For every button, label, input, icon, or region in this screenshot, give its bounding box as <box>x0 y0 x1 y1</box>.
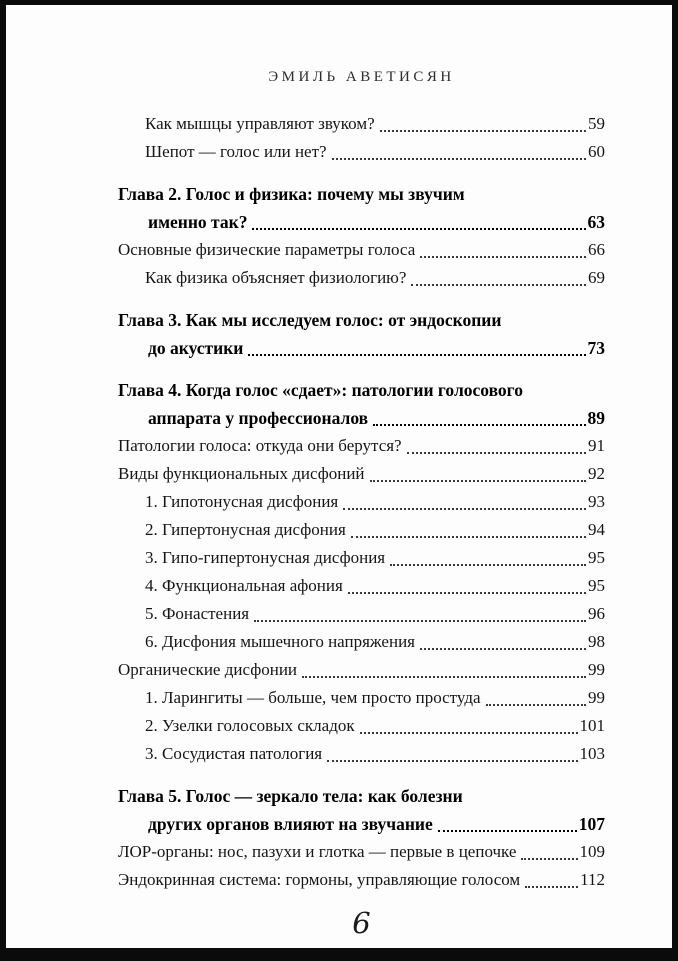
toc-entry-line <box>118 866 605 894</box>
toc-entry[interactable] <box>118 600 605 628</box>
toc-entry-line <box>118 656 605 684</box>
toc-page-number: 99 <box>588 688 605 707</box>
toc-page-number: 112 <box>580 870 605 889</box>
toc-page-number: 73 <box>587 338 605 358</box>
toc-entry-text: 5. Фонастения <box>145 604 250 623</box>
toc-entry[interactable] <box>118 684 605 712</box>
toc-entry-line <box>118 712 605 740</box>
toc-entry-line <box>118 516 605 544</box>
toc-entry[interactable] <box>118 628 605 656</box>
toc-entry-text: аппарата у профессионалов <box>148 408 369 428</box>
toc-entry-text: Глава 4. Когда голос «сдает»: патологии голосового <box>118 380 523 400</box>
toc-entry-text: Шепот — голос или нет? <box>145 142 327 161</box>
toc-entry-line <box>118 180 605 208</box>
toc-entry-text: 3. Гипо-гипертонусная дисфония <box>145 548 386 567</box>
toc-entry-text: Основные физические параметры голоса <box>118 240 416 259</box>
toc-entry-text: Глава 3. Как мы исследуем голос: от эндоскопии <box>118 310 502 330</box>
toc-entry-text: 1. Гипотонусная дисфония <box>145 492 339 511</box>
toc-entry[interactable] <box>118 544 605 572</box>
dotted-leader <box>420 648 586 650</box>
dotted-leader <box>327 760 577 762</box>
toc-entry-line <box>118 460 605 488</box>
toc-page-number: 98 <box>588 632 605 651</box>
toc-entry-text: Патологии голоса: откуда они берутся? <box>118 436 402 455</box>
dotted-leader <box>343 508 586 510</box>
toc-entry-line <box>118 600 605 628</box>
toc-page-number: 95 <box>588 548 605 567</box>
toc-page-number: 94 <box>588 520 605 539</box>
toc-entry-text: именно так? <box>148 212 248 232</box>
toc-page-number: 109 <box>579 842 605 861</box>
dotted-leader <box>486 704 586 706</box>
toc-page-number: 101 <box>579 716 605 735</box>
toc-entry-text: 4. Функциональная афония <box>145 576 343 595</box>
toc-entry[interactable] <box>118 460 605 488</box>
toc-entry-text: Виды функциональных дисфоний <box>118 464 365 483</box>
toc-entry[interactable] <box>118 432 605 460</box>
toc-page-number: 91 <box>588 436 605 455</box>
toc-entry-text: 2. Узелки голосовых складок <box>145 716 355 735</box>
toc-page-number: 103 <box>579 744 605 763</box>
toc-entry-line <box>118 628 605 656</box>
dotted-leader <box>407 452 586 454</box>
toc-page-number: 63 <box>587 212 605 232</box>
toc-entry[interactable] <box>118 110 605 138</box>
toc-page-number: 99 <box>588 660 605 679</box>
toc-entry-text: Глава 2. Голос и физика: почему мы звучим <box>118 184 465 204</box>
toc-entry[interactable] <box>118 236 605 264</box>
toc-entry-line <box>118 264 605 292</box>
toc-entry[interactable] <box>118 516 605 544</box>
toc-entry-text: Глава 5. Голос — зеркало тела: как болезни <box>118 786 463 806</box>
page-number: 6 <box>352 906 371 940</box>
dotted-leader <box>373 424 585 426</box>
toc-entry-line <box>118 376 605 404</box>
toc-entry[interactable] <box>118 376 605 432</box>
toc-entry[interactable] <box>118 866 605 894</box>
toc-entry-line <box>118 138 605 166</box>
dotted-leader <box>390 564 586 566</box>
toc-entry[interactable] <box>118 838 605 866</box>
toc-entry-text: 1. Ларингиты — больше, чем просто простуда <box>145 688 481 707</box>
dotted-leader <box>348 592 586 594</box>
toc-entry-line <box>118 684 605 712</box>
toc-entry-line <box>118 306 605 334</box>
toc-page-number: 59 <box>588 114 605 133</box>
toc-entry[interactable] <box>118 306 605 362</box>
toc-entry[interactable] <box>118 740 605 768</box>
toc-entry-text: до акустики <box>148 338 244 358</box>
dotted-leader <box>252 228 585 230</box>
toc-page-number: 92 <box>588 464 605 483</box>
toc-page-number: 95 <box>588 576 605 595</box>
dotted-leader <box>332 158 586 160</box>
dotted-leader <box>521 858 577 860</box>
dotted-leader <box>360 732 578 734</box>
toc-page-number: 66 <box>588 240 605 259</box>
toc-entry-text: 2. Гипертонусная дисфония <box>145 520 346 539</box>
toc-page-number: 93 <box>588 492 605 511</box>
toc-entry[interactable] <box>118 712 605 740</box>
toc-entry-text: других органов влияют на звучание <box>148 814 433 834</box>
toc-entry-line <box>118 110 605 138</box>
toc-page-number: 107 <box>578 814 605 834</box>
toc-page-number: 60 <box>588 142 605 161</box>
dotted-leader <box>411 284 586 286</box>
toc-entry-line <box>118 432 605 460</box>
running-header: ЭМИЛЬ АВЕТИСЯН <box>268 69 455 85</box>
toc-page-number: 89 <box>587 408 605 428</box>
toc-entry-text: Как физика объясняет физиологию? <box>145 268 407 287</box>
dotted-leader <box>380 130 586 132</box>
toc-entry[interactable] <box>118 264 605 292</box>
toc-list <box>118 110 605 894</box>
dotted-leader <box>254 620 586 622</box>
toc-entry-line <box>118 740 605 768</box>
toc-entry[interactable] <box>118 488 605 516</box>
toc-entry-line <box>118 236 605 264</box>
toc-entry-line <box>118 208 605 236</box>
dotted-leader <box>248 354 585 356</box>
toc-entry[interactable] <box>118 138 605 166</box>
toc-entry[interactable] <box>118 180 605 236</box>
dotted-leader <box>420 256 586 258</box>
toc-entry-line <box>118 544 605 572</box>
toc-page-number: 96 <box>588 604 605 623</box>
toc-entry[interactable] <box>118 572 605 600</box>
toc-entry-text: 3. Сосудистая патология <box>145 744 323 763</box>
dotted-leader <box>351 536 586 538</box>
toc-entry-line <box>118 404 605 432</box>
toc-entry-line <box>118 572 605 600</box>
toc-entry-text: Эндокринная система: гормоны, управляющие голосом <box>118 870 521 889</box>
toc-entry-line <box>118 488 605 516</box>
dotted-leader <box>370 480 586 482</box>
toc-entry-line <box>118 838 605 866</box>
toc-entry-text: Как мышцы управляют звуком? <box>145 114 375 133</box>
dotted-leader <box>525 886 578 888</box>
toc-entry-text: 6. Дисфония мышечного напряжения <box>145 632 415 651</box>
toc-entry-line <box>118 782 605 810</box>
toc-entry[interactable] <box>118 782 605 838</box>
toc-entry-line <box>118 810 605 838</box>
toc-page-number: 69 <box>588 268 605 287</box>
dotted-leader <box>302 676 586 678</box>
toc-entry-text: ЛОР-органы: нос, пазухи и глотка — первые в цепочке <box>118 842 517 861</box>
toc-entry-text: Органические дисфонии <box>118 660 298 679</box>
dotted-leader <box>438 830 577 832</box>
toc-entry[interactable] <box>118 656 605 684</box>
toc-entry-line <box>118 334 605 362</box>
